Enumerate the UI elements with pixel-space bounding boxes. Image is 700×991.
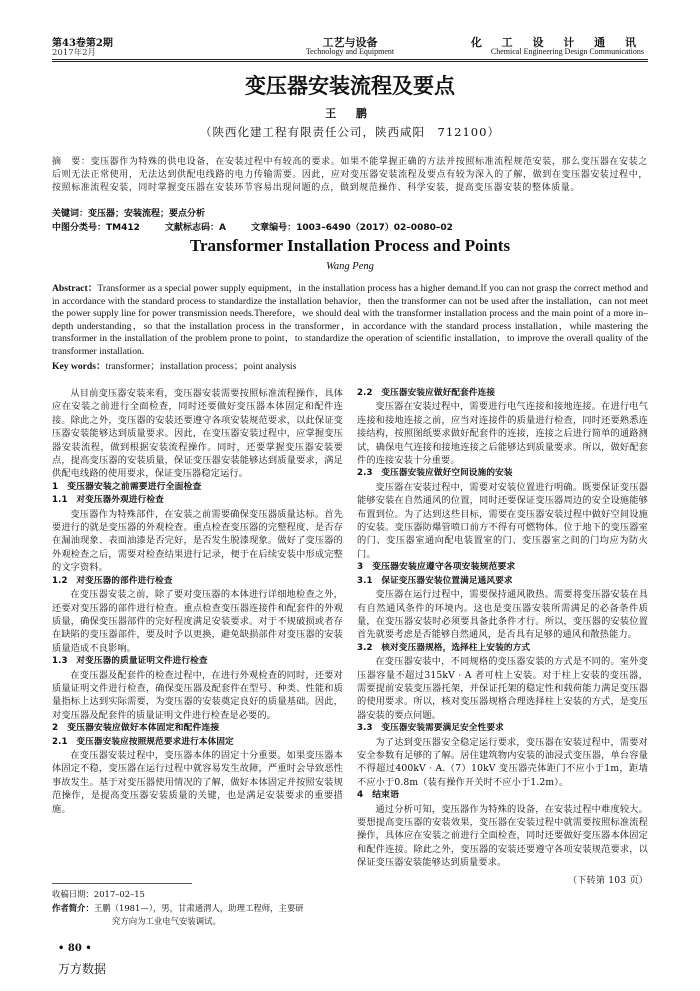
author-affiliation-cn: （陕西化建工程有限责任公司，陕西咸阳 712100） (200, 125, 500, 139)
classification-line (52, 222, 648, 235)
received-date: 收稿日期：2017–02–15 (52, 889, 145, 899)
watermark-text: 万方数据 (58, 962, 107, 976)
clc-number: 中图分类号：TM412 (52, 223, 140, 233)
article-title-cn: 变压器安装流程及要点 (245, 74, 455, 98)
body-paragraph: 变压器在运行过程中，需要保持通风散热。需要将变压器安装在具有自然通风条件的环境内。这也是变压器安装所需满足的必备条件质量，在变压器安装时必须要具备此条件才行。所以，变压器的安装位置首先就要考虑是否能够自然通风，是否具有足够的通风和散热能力。 (357, 589, 648, 641)
body-paragraph: 在变压器安装之前，除了要对变压器的本体进行详细地检查之外，还要对变压器的部件进行检查。重点检查变压器连接件和配套件的外观质量，确保变压器部件的完好程度满足安装要求。对于不规破损或者存在缺陷的变压器部件，要及时予以更换，避免缺损部件对变压器的安装质量造成不良影响。 (52, 589, 343, 654)
keywords-en (52, 360, 648, 373)
header-rule (52, 59, 648, 60)
section-heading: 1.1 对变压器外观进行检查 (52, 495, 164, 506)
article-number: 文章编号：1003–6490（2017）02–0080–02 (251, 223, 453, 233)
footnote-rule (52, 883, 192, 884)
body-column-right (357, 387, 648, 887)
body-column-left (52, 387, 343, 816)
journal-name-cn: 化 工 设 计 通 讯 (470, 36, 644, 49)
author-bio-line2: 究方向为工业电气安装调试。 (112, 915, 221, 926)
section-heading: 3.3 变压器安装需要满足安全性要求 (357, 723, 504, 734)
abstract-en-label: Abstract： (52, 283, 98, 294)
body-paragraph: 在变压器安装中，不同规格的变压器安装的方式是不同的。室外变压器容量不超过315kV · A 者可柱上安装。对于柱上安装的变压器，需要提前安装变压器托架，并保证托架的稳定性和载荷能力满足变压器的使用要求。所以，核对变压器规格合理选择柱上安装的方式，是变压器安装的要点问题。 (357, 656, 648, 721)
author-bio (52, 902, 343, 927)
journal-date: 2017年2月 (52, 48, 97, 58)
author-name-cn: 王 鹏 (325, 107, 375, 120)
keywords-en-label: Key words： (52, 361, 106, 372)
section-heading: 3 变压器安装应遵守各项安装规范要求 (357, 562, 516, 573)
body-paragraph: 在变压器安装过程中，变压器本体的固定十分重要。如果变压器本体固定不稳，变压器在运行过程中就容易发生故障，严重时会导致恶性事故发生。基于对变压器使用情况的了解，做好本体固定并按照安装规范操作，是提高变压器安装质量的关键，也是满足安装要求的重要措施。 (52, 749, 343, 815)
continued-note: （下转第 103 页） (567, 874, 648, 886)
body-paragraph: 通过分析可知，变压器作为特殊的设备，在安装过程中难度较大。要想提高变压器的安装效果，变压器在安装过程中就需要按照标准流程操作，具体应在安装之前进行全面检查，同时还要做好变压器本体固定和配件连接。除此之外，变压器的安装还要遵守各项安装规范要求，以保证变压器安装能够达到质量要求。 (357, 803, 648, 869)
author-bio-label: 作者简介： (52, 903, 94, 913)
header-rule-2 (52, 61, 648, 62)
body-paragraph: 变压器在安装过程中，需要对安装位置进行明确。既要保证变压器能够安装在自然通风的位置，同时还要保证变压器周边的安全设施能够布置到位。为了达到这些目标，需要在变压器安装过程中做好空间设施的安装。变压器防爆管喷口前方不得有可燃物体。位于地下的变压器室的门、变压器室通向配电装置室的门、变压器室之间的门均应为防火门。 (357, 481, 648, 560)
section-title-cn: 工艺与设备 (322, 36, 378, 49)
keywords-en-text: transformer；installation process；point analysis (105, 361, 297, 372)
section-heading: 4 结束语 (357, 790, 400, 801)
section-heading: 2.1 变压器安装应按照规范要求进行本体固定 (52, 736, 234, 747)
section-heading: 2.3 变压器安装应做好空间设施的安装 (357, 468, 513, 479)
article-title-en: Transformer Installation Process and Points (189, 236, 511, 255)
section-heading: 2.2 变压器安装应做好配套件连接 (357, 388, 496, 398)
section-heading: 1 变压器安装之前需要进行全面检查 (52, 481, 202, 492)
document-code: 文献标志码：A (165, 223, 226, 233)
journal-name-en: Chemical Engineering Design Communications (490, 47, 644, 56)
body-paragraph: 从目前变压器安装来看，变压器安装需要按照标准流程操作，具体应在安装之前进行全面检查，同时还要做好变压器本体固定和配件连接。除此之外，变压器的安装还要遵守各项安装规范要求，以此保证变压器安装能够达到质量要求。因此，在变压器安装过程中，应掌握变压器安装流程，做到根据安装流程操作。同时，还要掌握变压器安装要点，提高变压器的安装质量，保证变压器安装能够达到质量要求，满足供配电线路的使用要求，保证变压器稳定运行。 (52, 388, 343, 480)
abstract-cn: 摘 要：变压器作为特殊的供电设备，在安装过程中有较高的要求。如果不能掌握正确的方法并按照标准流程规范安装，那么变压器在安装之后则无法正常使用，无法达到供配电线路的电力传输需要。因此，应对变压器安装流程及要点有较为深入的了解，做到在变压器安装过程中，按照标准流程安装，同时掌握变压器在安装环节容易出现问题的点，做到规范操作、科学安装，提高变压器安装的整体质量。 (52, 157, 648, 194)
section-heading: 2 变压器安装应做好本体固定和配件连接 (52, 723, 220, 734)
abstract-en-text: Transformer as a special power supply equipment，in the installation process has a higher demand.If you can not grasp the correct method and in accordance with the standard process to standardize the installation behavior，then the transformer can not be used after the installation，can not meet the power supply line for power transmission needs.Therefore，we should deal with the transformer installation process and the main point of a more in–depth understanding，so that the installation process in the transformer，in accordance with the standard process installation，while mastering the transformer in the installation of the problem prone to point，to standardize the operation of scientific installation，to improve the overall quality of the transformer installation. (52, 283, 648, 357)
body-paragraph: 为了达到变压器安全稳定运行要求，变压器在安装过程中，需要对安全参数有足够的了解。居住建筑物内安装的油浸式变压器，单台容量不得超过400kV · A.（7）10kV 变压器壳体距门不应小于1m，距墙不应小于0.8m（装有操作开关时不应小于1.2m）。 (357, 736, 648, 788)
section-heading: 1.2 对变压器的部件进行检查 (52, 575, 173, 586)
section-title-en: Technology and Equipment (305, 47, 395, 56)
section-heading: 1.3 对变压器的质量证明文件进行检查 (52, 656, 208, 667)
body-paragraph: 变压器作为特殊部件，在安装之前需要确保变压器质量达标。首先要进行的就是变压器的外观检查。重点检查变压器的完整程度、是否存在漏油现象、表面油漆是否完好，是否发生脱漆现象。做好了变压器的外观检查之后，需要对检查结果进行记录，便于在后续安装中形成完整的文字资料。 (52, 508, 343, 574)
author-bio-line1: 王鹏（1981—），男，甘肃通渭人，助理工程师，主要研 (93, 903, 304, 913)
page-number: • 80 • (58, 943, 92, 954)
body-paragraph: 变压器在安装过程中，需要进行电气连接和接地连接。在进行电气连接和接地连接之前，应当对连接件的质量进行检查，同时还要熟悉连接结构，按照图纸要求做好配套件的连接，连接之后进行简单的通路测试，确保电气连接和接地连接之后能够达到质量要求。所以，做好配套件的连接安装十分重要。 (357, 401, 648, 467)
journal-volume: 第43卷第2期 (52, 38, 113, 49)
author-name-en: Wang Peng (326, 261, 374, 272)
abstract-en (52, 283, 648, 359)
body-paragraph: 在变压器及配套件的检查过程中，在进行外观检查的同时，还要对质量证明文件进行检查，确保变压器及配套件在型号、种类、性能和质量指标上达到实际需要，为变压器的安装奠定良好的质量基础。因此，对变压器及配套件的质量证明文件进行检查是必要的。 (52, 669, 343, 721)
section-heading: 3.1 保证变压器安装位置满足通风要求 (357, 575, 513, 586)
section-heading: 3.2 核对变压器规格，选择柱上安装的方式 (357, 642, 531, 653)
keywords-cn: 关键词：变压器；安装流程；要点分析 (52, 209, 206, 219)
